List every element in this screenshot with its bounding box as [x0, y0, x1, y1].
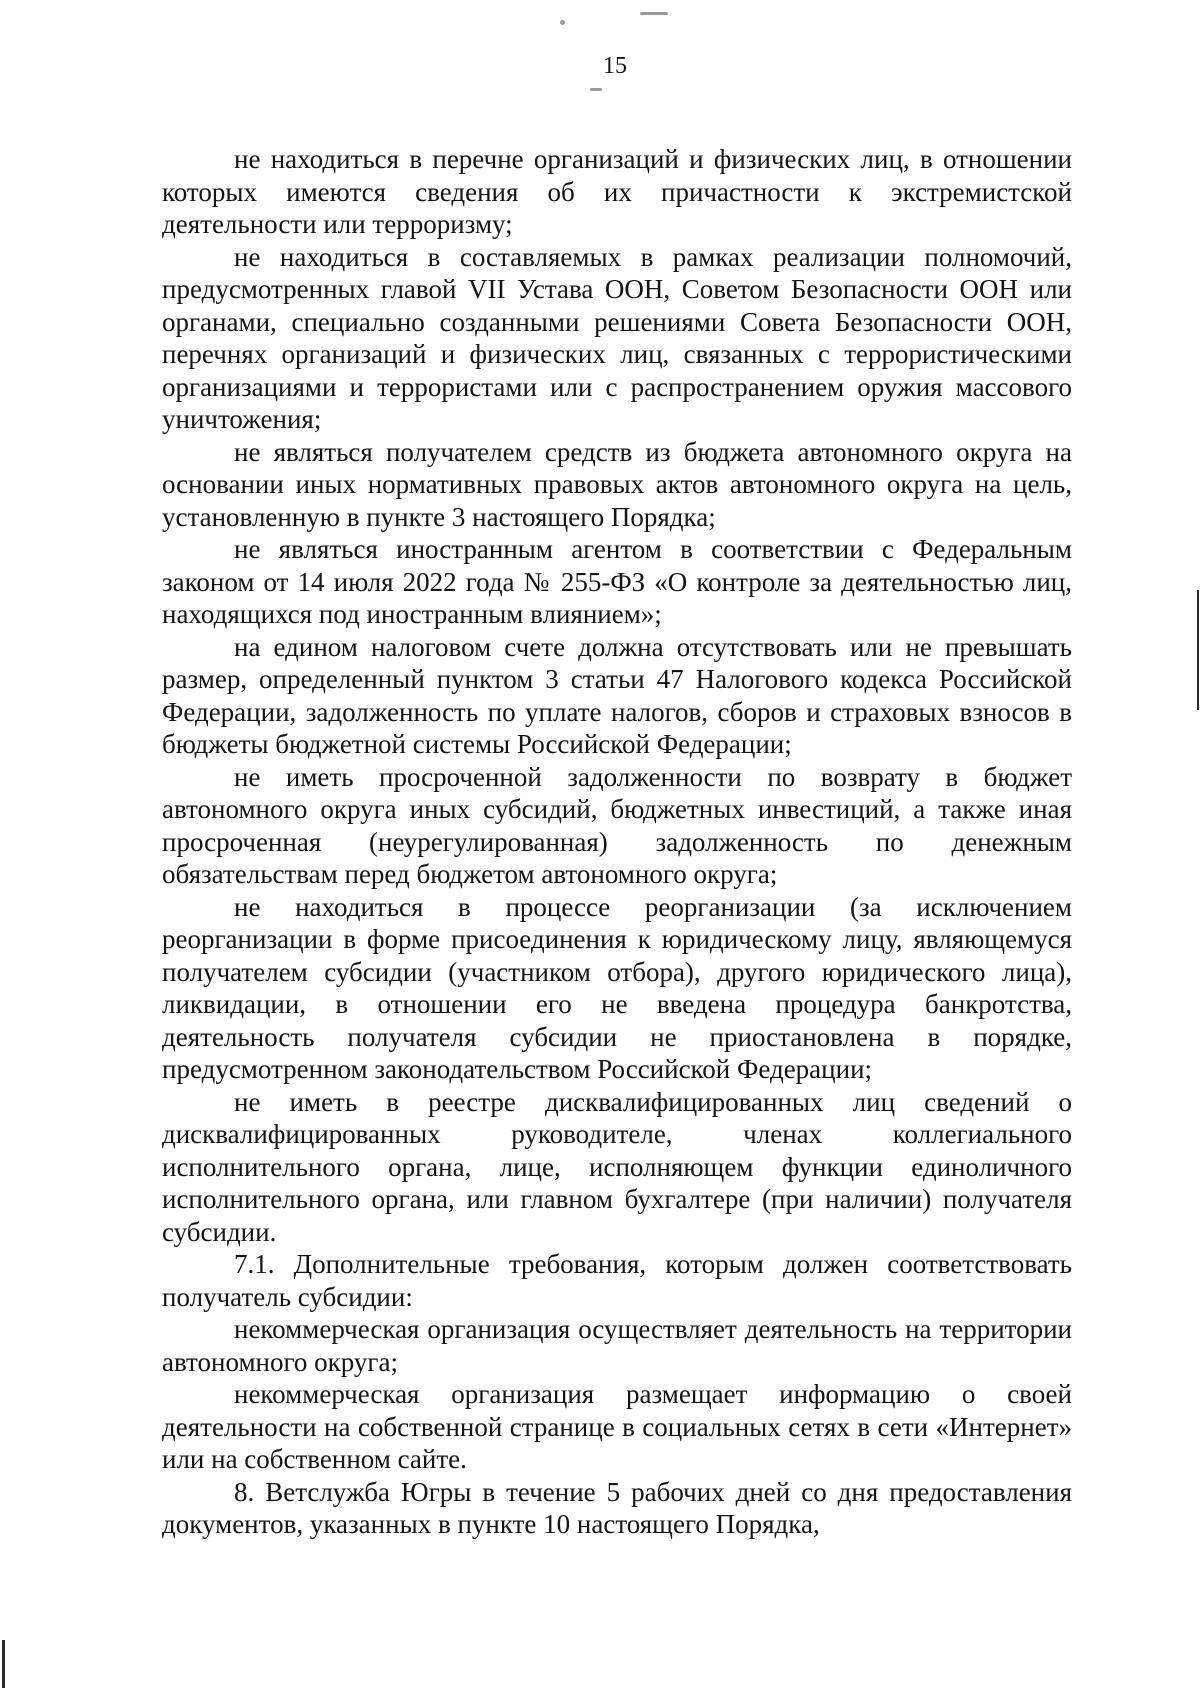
paragraph: не находиться в перечне организаций и физических лиц, в отношении которых имеются сведения об их причастности к экстремистской деятельности или терроризму; [162, 144, 1072, 239]
paragraph: не являться получателем средств из бюджета автономного округа на основании иных нормативных правовых актов автономного округа на цель, установленную в пункте 3 настоящего Порядка; [162, 436, 1072, 532]
page-number: 15 [603, 53, 627, 79]
paragraph: некоммерческая организация размещает информацию о своей деятельности на собственной странице в социальных сетях в сети «Интернет» или на собственном сайте. [162, 1379, 1072, 1474]
paragraph: не находиться в составляемых в рамках реализации полномочий, предусмотренных главой VII Устава ООН, Советом Безопасности ООН или органами, специально созданными решениями Совета Безопасности ООН, перечнях организаций и физических лиц, связанных с террористическими организациями и террористами или с распространением оружия массового уничтожения; [162, 241, 1072, 434]
paragraph-section-7-1: 7.1. Дополнительные требования, которым должен соответствовать получатель субсидии: [162, 1249, 1072, 1312]
scan-edge-mark [1197, 590, 1199, 710]
paragraph: не иметь в реестре дисквалифицированных лиц сведений о дисквалифицированных руководителе, членах коллегиального исполнительного органа, лице, исполняющем функции единоличного исполнительного органа, или главном бухгалтере (при наличии) получателя субсидии. [162, 1086, 1072, 1247]
paragraph: не являться иностранным агентом в соответствии с Федеральным законом от 14 июля 2022 года № 255-ФЗ «О контроле за деятельностью лиц, находящихся под иностранным влиянием»; [162, 534, 1072, 629]
scan-speck [590, 88, 602, 91]
document-body [162, 143, 1072, 1541]
paragraph: на едином налоговом счете должна отсутствовать или не превышать размер, определенный пунктом 3 статьи 47 Налогового кодекса Российской Федерации, задолженность по уплате налогов, сборов и страховых взносов в бюджеты бюджетной системы Российской Федерации; [162, 631, 1072, 759]
scan-speck [560, 20, 565, 25]
paragraph: не иметь просроченной задолженности по возврату в бюджет автономного округа иных субсидий, бюджетных инвестиций, а также иная просроченная (неурегулированная) задолженность по денежным обязательствам перед бюджетом автономного округа; [162, 761, 1072, 889]
paragraph: не находиться в процессе реорганизации (за исключением реорганизации в форме присоединения к юридическому лицу, являющемуся получателем субсидии (участником отбора), другого юридического лица), ликвидации, в отношении его не введена процедура банкротства, деятельность получателя субсидии не приостановлена в порядке, предусмотренном законодательством Российской Федерации; [162, 891, 1072, 1084]
paragraph: некоммерческая организация осуществляет деятельность на территории автономного округа; [162, 1314, 1072, 1377]
scan-edge-mark [2, 1640, 5, 1688]
paragraph-section-8: 8. Ветслужба Югры в течение 5 рабочих дней со дня предоставления документов, указанных в пункте 10 настоящего Порядка, [162, 1476, 1072, 1539]
scan-speck [640, 12, 668, 15]
